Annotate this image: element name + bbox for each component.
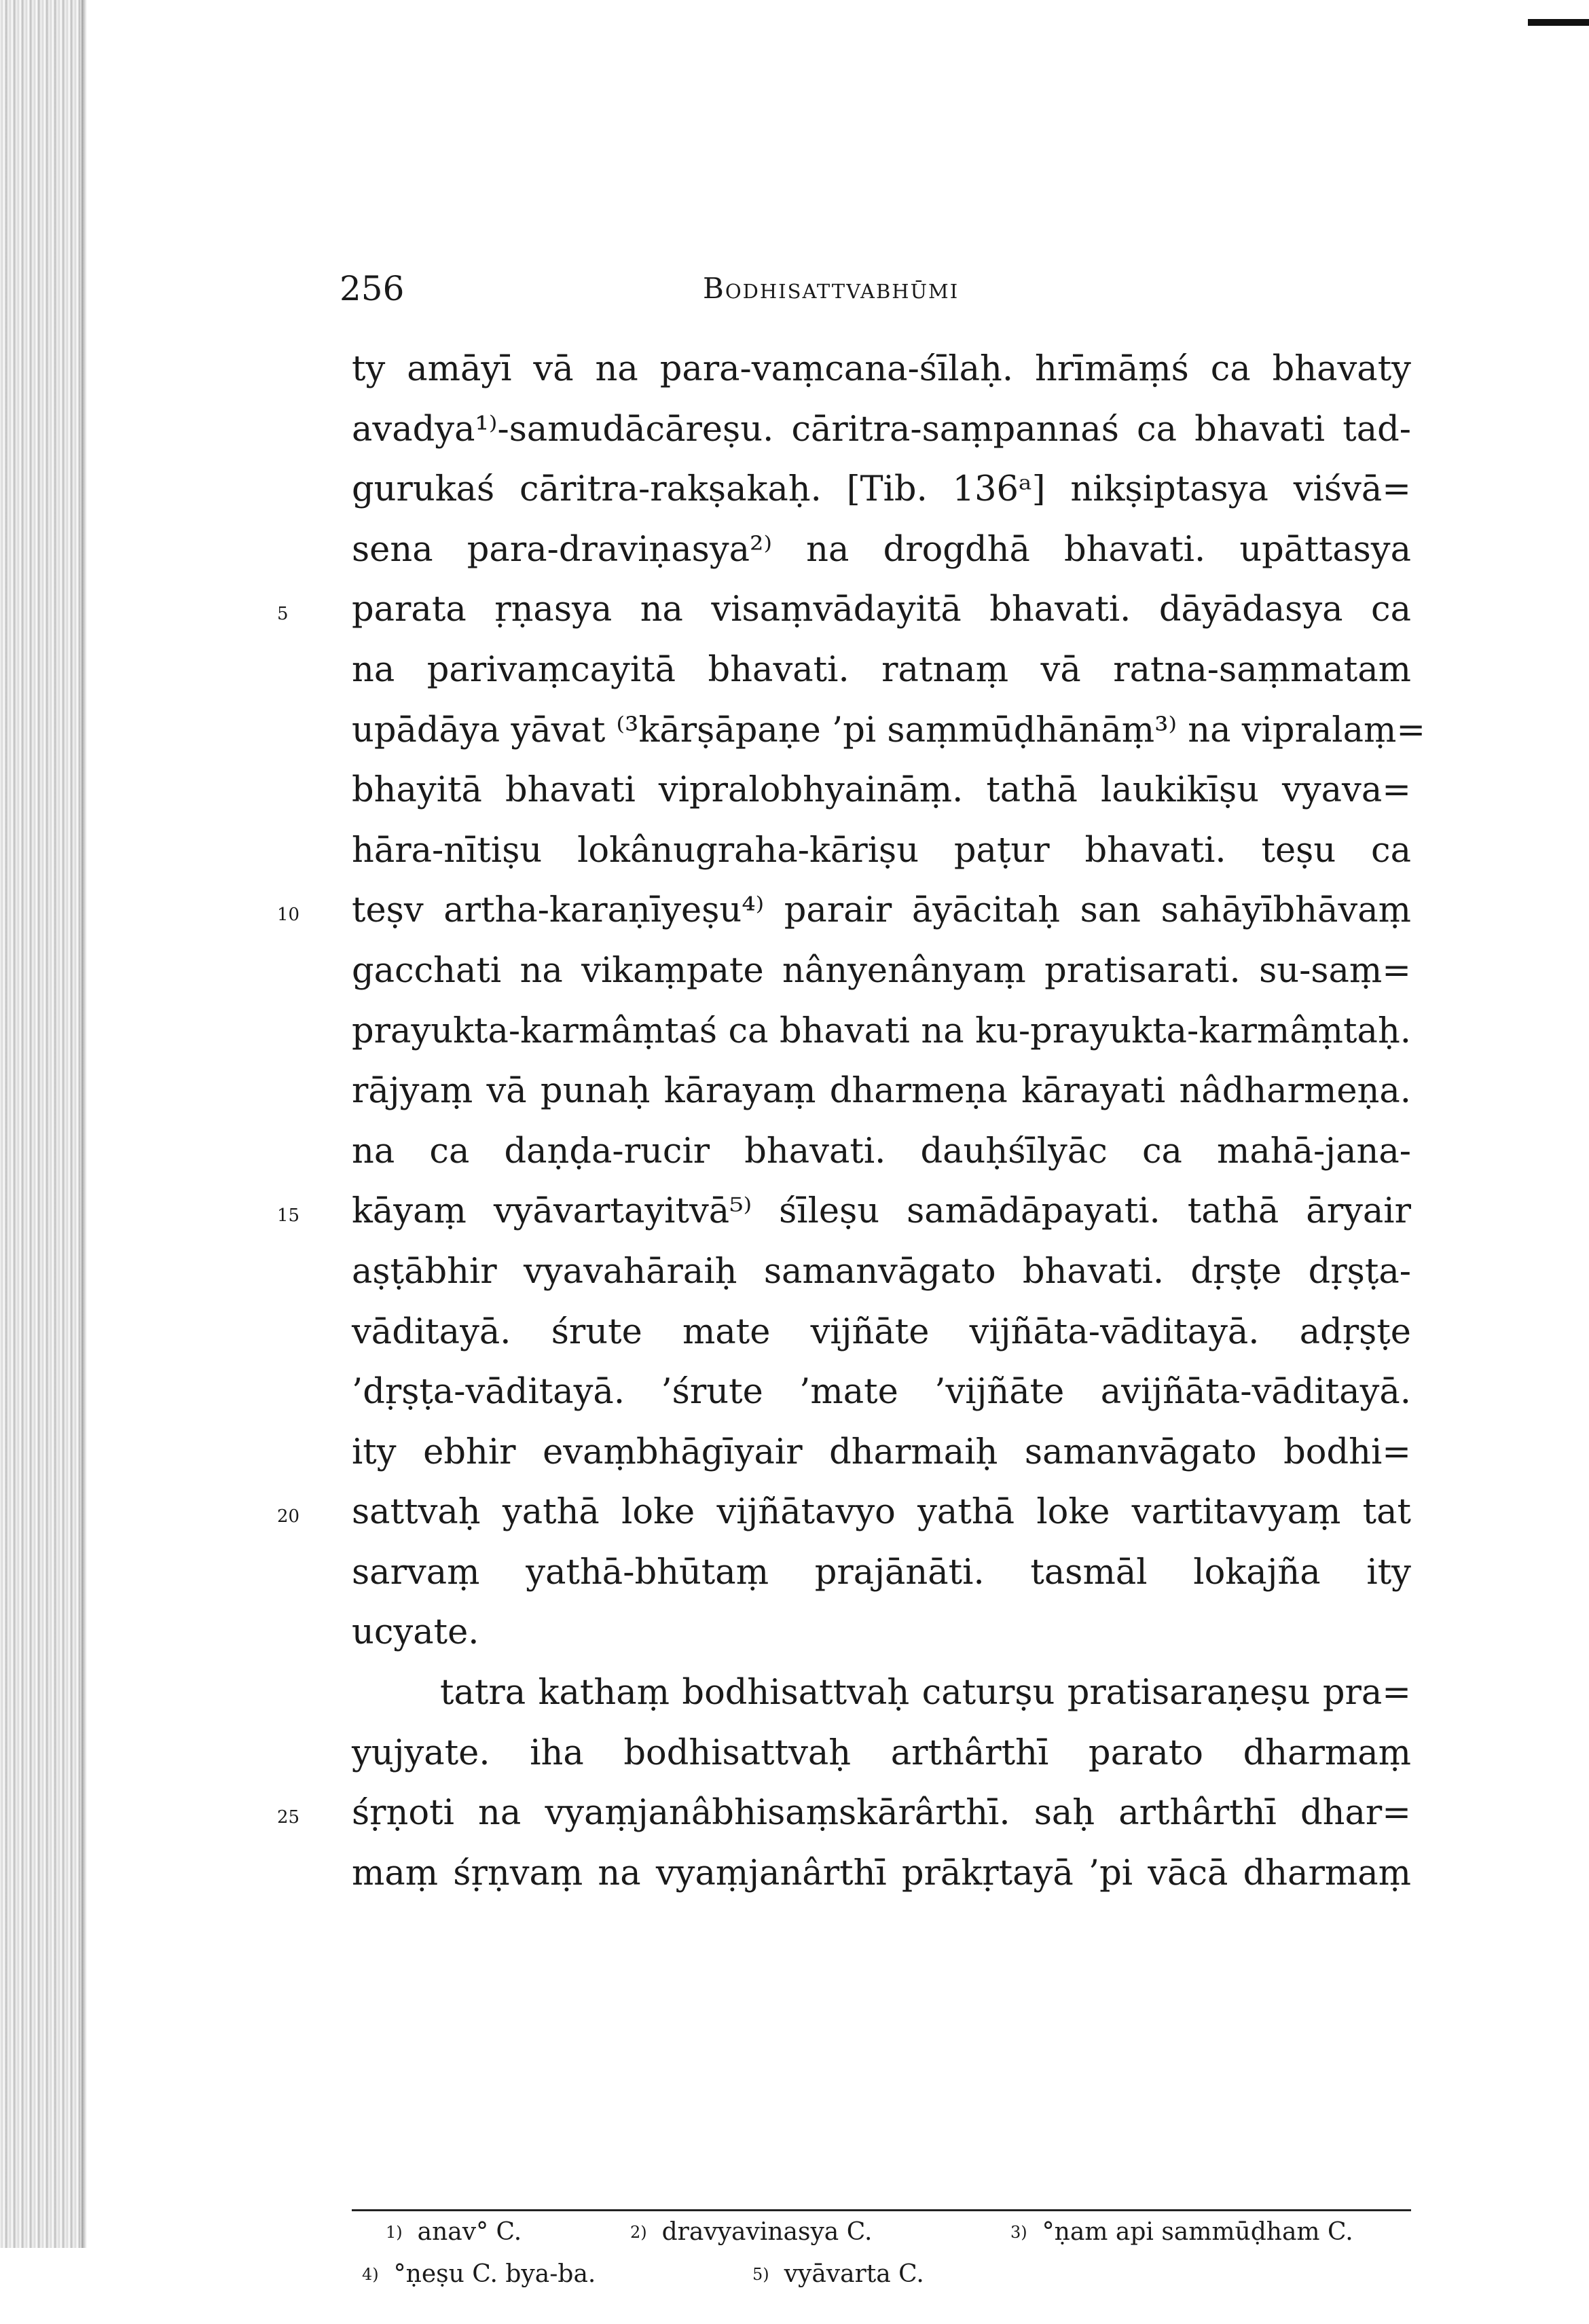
text-line: hāra-nītiṣu lokânugraha-kāriṣu paṭur bhavati. teṣu ca [352, 830, 1411, 871]
text-line: 5 parata ṛṇasya na visaṃvādayitā bhavati. dāyādasya ca [352, 580, 1411, 640]
text-line: yujyate. iha bodhisattvaḥ arthârthī parato dharmaṃ [352, 1732, 1411, 1773]
footnote: $^{5)}$ vyāvarta C. [752, 2260, 924, 2288]
page-header [340, 265, 1412, 312]
text-line: 25 śṛṇoti na vyaṃjanâbhisaṃskārârthī. saḥ arthârthī dhar= [352, 1783, 1411, 1844]
line-number: 15 [277, 1205, 300, 1227]
text-line: ity ebhir evaṃbhāgīyair dharmaiḥ samanvāgato bodhi= [352, 1432, 1411, 1472]
body-text [277, 340, 1426, 1904]
footnote: $^{4)}$ °ṇeṣu C. bya-ba. [362, 2260, 596, 2288]
text-line: tatra kathaṃ bodhisattvaḥ caturṣu pratisaraṇeṣu pra= [440, 1673, 1411, 1713]
footnote-rule [352, 2209, 1411, 2211]
text-line: rājyaṃ vā punaḥ kārayaṃ dharmeṇa kārayati nâdharmeṇa. [352, 1071, 1411, 1112]
text-line: upādāya yāvat ⁽³kārṣāpaṇe ’pi saṃmūḍhānāṃ³⁾ na vipralaṃ= [352, 710, 1426, 750]
text-line: sarvaṃ yathā-bhūtaṃ prajānāti. tasmāl lokajña ity [352, 1552, 1411, 1593]
text-line: prayukta-karmâṃtaś ca bhavati na ku-prayukta-karmâṃtaḥ. [352, 1011, 1411, 1051]
text-line: na parivaṃcayitā bhavati. ratnaṃ vā ratna-saṃmatam [352, 649, 1411, 690]
text-line: 15 kāyaṃ vyāvartayitvā⁵⁾ śīleṣu samādāpayati. tathā āryair [352, 1182, 1411, 1242]
book-spine-shadow [0, 0, 81, 2248]
footnote: $^{2)}$ dravyavinasya C. [630, 2218, 873, 2246]
text-line: 20 sattvaḥ yathā loke vijñātavyo yathā loke vartitavyaṃ tat [352, 1483, 1411, 1543]
running-title: Bodhisattvabhūmi [703, 272, 960, 305]
page-number: 256 [340, 269, 405, 308]
footnotes [352, 2215, 1411, 2324]
line-number: 5 [277, 604, 289, 625]
text-line: maṃ śṛṇvaṃ na vyaṃjanârthī prākṛtayā ’pi vācā dharmaṃ [352, 1853, 1411, 1893]
text-line: aṣṭābhir vyavahāraiḥ samanvāgato bhavati. dṛṣṭe dṛṣṭa- [352, 1251, 1411, 1292]
text-line: bhayitā bhavati vipralobhyaināṃ. tathā laukikīṣu vyava= [352, 770, 1411, 811]
line-number: 20 [277, 1506, 300, 1527]
text-line: vāditayā. śrute mate vijñāte vijñāta-vāditayā. adṛṣṭe [352, 1311, 1411, 1352]
text-line: 10 teṣv artha-karaṇīyeṣu⁴⁾ parair āyācitaḥ san sahāyībhāvaṃ [352, 881, 1411, 941]
text-line: sena para-draviṇasya²⁾ na drogdhā bhavati. upāttasya [352, 529, 1411, 570]
scan-corner-mark [1528, 19, 1589, 26]
line-number: 10 [277, 905, 300, 926]
text-line: ’dṛṣṭa-vāditayā. ’śrute ’mate ’vijñāte avijñāta-vāditayā. [352, 1372, 1411, 1413]
text-line: avadya¹⁾-samudācāreṣu. cāritra-saṃpannaś ca bhavati tad- [352, 409, 1411, 450]
text-line: ucyate. [352, 1612, 479, 1653]
text-line: gacchati na vikaṃpate nânyenânyaṃ pratisarati. su-saṃ= [352, 950, 1411, 991]
gutter-edge [81, 0, 87, 2248]
text-line: gurukaś cāritra-rakṣakaḥ. [Tib. 136ᵃ] nikṣiptasya viśvā= [352, 469, 1411, 510]
text-line: ty amāyī vā na para-vaṃcana-śīlaḥ. hrīmāṃś ca bhavaty [352, 349, 1411, 389]
footnote: $^{3)}$ °ṇam api sammūḍham C. [1010, 2218, 1353, 2246]
line-number: 25 [277, 1807, 300, 1828]
text-line: na ca daṇḍa-rucir bhavati. dauḥśīlyāc ca mahā-jana- [352, 1131, 1411, 1172]
footnote: $^{1)}$ anav° C. [386, 2218, 522, 2246]
